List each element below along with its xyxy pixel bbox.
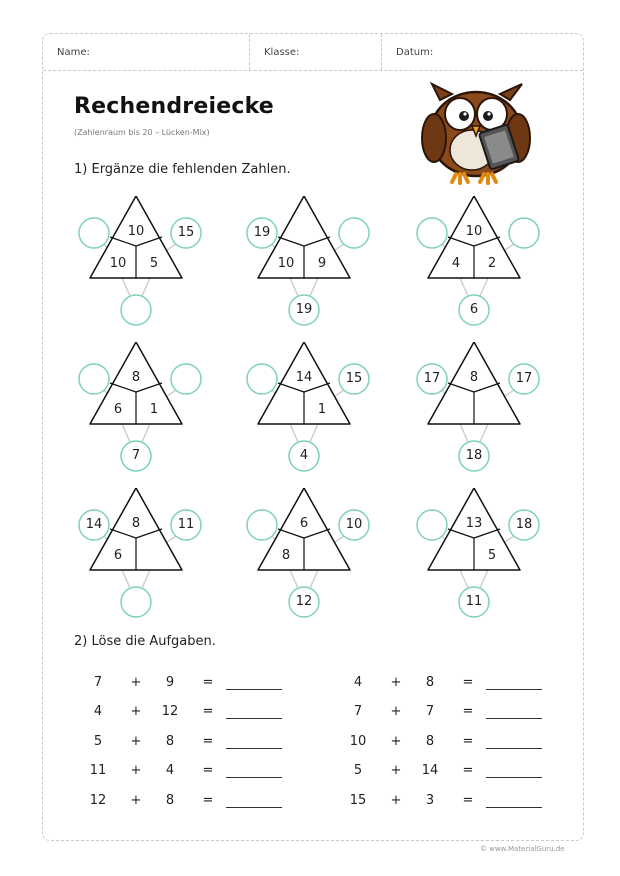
connector-line — [480, 424, 488, 442]
circle-right-number: 18 — [515, 517, 533, 532]
answer-circle-right — [171, 364, 201, 394]
triangle-left-number: 6 — [113, 548, 123, 563]
triangle-right-number: 1 — [149, 402, 159, 417]
equals-sign: = — [202, 704, 214, 719]
plus-sign: + — [390, 793, 402, 808]
plus-sign: + — [130, 793, 142, 808]
equation-addend-a: 5 — [353, 763, 363, 778]
connector-line — [310, 570, 318, 588]
equation-row — [346, 734, 546, 752]
equation-addend-a: 11 — [89, 763, 107, 778]
circle-left-number: 19 — [253, 225, 271, 240]
plus-sign: + — [130, 734, 142, 749]
equation-addend-b: 8 — [425, 734, 435, 749]
name-field[interactable] — [43, 34, 249, 70]
name-label: Name: — [57, 47, 90, 58]
connector-line — [460, 424, 468, 442]
equation-addend-b: 14 — [421, 763, 439, 778]
triangle-group — [72, 342, 218, 474]
answer-circle-left — [417, 510, 447, 540]
circle-right-number: 15 — [345, 371, 363, 386]
date-field[interactable] — [381, 34, 583, 70]
equation-row — [346, 675, 546, 693]
equation-row — [86, 704, 286, 722]
equation-addend-a: 12 — [89, 793, 107, 808]
equation-addend-b: 8 — [165, 793, 175, 808]
equation-addend-a: 15 — [349, 793, 367, 808]
circle-bottom-number: 7 — [131, 448, 141, 463]
triangle-group — [240, 342, 386, 474]
circle-bottom-number: 6 — [469, 302, 479, 317]
circle-right-number: 11 — [177, 517, 195, 532]
equals-sign: = — [202, 793, 214, 808]
equals-sign: = — [462, 675, 474, 690]
circle-bottom-number: 18 — [465, 448, 483, 463]
connector-line — [310, 424, 318, 442]
triangle-group — [240, 488, 386, 620]
class-field[interactable] — [249, 34, 381, 70]
equation-row — [346, 793, 546, 811]
triangle-top-number: 6 — [299, 516, 309, 531]
connector-line — [290, 278, 298, 296]
answer-line[interactable] — [226, 689, 282, 690]
equation-addend-a: 4 — [353, 675, 363, 690]
triangle-left-number: 4 — [451, 256, 461, 271]
equation-addend-a: 10 — [349, 734, 367, 749]
task-2-heading: 2) Löse die Aufgaben. — [74, 634, 216, 649]
task-1-heading: 1) Ergänze die fehlenden Zahlen. — [74, 162, 291, 177]
connector-line — [290, 570, 298, 588]
date-label: Datum: — [396, 47, 434, 58]
answer-line[interactable] — [226, 777, 282, 778]
connector-line — [122, 424, 130, 442]
answer-circle-bottom — [121, 587, 151, 617]
equals-sign: = — [202, 763, 214, 778]
equation-row — [86, 675, 286, 693]
equals-sign: = — [462, 734, 474, 749]
copyright-note: © www.MaterialGuru.de — [480, 845, 565, 853]
owl-mascot-image — [418, 78, 538, 188]
connector-line — [142, 424, 150, 442]
triangle-group — [240, 196, 386, 328]
triangle-right-number: 5 — [487, 548, 497, 563]
answer-circle-left — [417, 218, 447, 248]
equation-addend-a: 7 — [353, 704, 363, 719]
equals-sign: = — [462, 793, 474, 808]
answer-line[interactable] — [486, 748, 542, 749]
connector-line — [122, 278, 130, 296]
triangle-group — [410, 196, 556, 328]
answer-circle-left — [79, 218, 109, 248]
triangle-left-number: 6 — [113, 402, 123, 417]
circle-right-number: 15 — [177, 225, 195, 240]
plus-sign: + — [130, 704, 142, 719]
triangle-top-number: 8 — [469, 370, 479, 385]
equation-addend-b: 7 — [425, 704, 435, 719]
triangle-group — [72, 196, 218, 328]
equation-addend-b: 8 — [165, 734, 175, 749]
equation-row — [86, 793, 286, 811]
equation-row — [86, 734, 286, 752]
triangle-left-number: 10 — [109, 256, 127, 271]
answer-circle-bottom — [121, 295, 151, 325]
page-subtitle: (Zahlenraum bis 20 – Lücken-Mix) — [74, 128, 210, 137]
triangle-group — [410, 342, 556, 474]
triangle-drawing — [72, 488, 218, 620]
triangle-right-number: 1 — [317, 402, 327, 417]
answer-line[interactable] — [226, 748, 282, 749]
answer-circle-left — [247, 364, 277, 394]
answer-line[interactable] — [486, 777, 542, 778]
equals-sign: = — [202, 734, 214, 749]
triangle-top-number: 14 — [295, 370, 313, 385]
plus-sign: + — [390, 763, 402, 778]
triangle-top-number: 10 — [127, 224, 145, 239]
answer-circle-left — [79, 364, 109, 394]
connector-line — [460, 278, 468, 296]
triangle-top-number: 13 — [465, 516, 483, 531]
circle-left-number: 14 — [85, 517, 103, 532]
triangle-group — [72, 488, 218, 620]
answer-line[interactable] — [486, 689, 542, 690]
equation-addend-b: 3 — [425, 793, 435, 808]
triangle-left-number: 8 — [281, 548, 291, 563]
plus-sign: + — [390, 675, 402, 690]
circle-left-number: 17 — [423, 371, 441, 386]
equation-addend-a: 4 — [93, 704, 103, 719]
connector-line — [310, 278, 318, 296]
answer-circle-right — [509, 218, 539, 248]
plus-sign: + — [390, 704, 402, 719]
answer-circle-left — [247, 510, 277, 540]
answer-line[interactable] — [226, 807, 282, 808]
equation-addend-b: 8 — [425, 675, 435, 690]
connector-line — [460, 570, 468, 588]
equation-row — [346, 763, 546, 781]
answer-line[interactable] — [486, 718, 542, 719]
answer-circle-right — [339, 218, 369, 248]
class-label: Klasse: — [264, 47, 300, 58]
answer-line[interactable] — [226, 718, 282, 719]
circle-bottom-number: 11 — [465, 594, 483, 609]
plus-sign: + — [130, 675, 142, 690]
equation-addend-b: 9 — [165, 675, 175, 690]
equation-row — [86, 763, 286, 781]
circle-bottom-number: 12 — [295, 594, 313, 609]
plus-sign: + — [130, 763, 142, 778]
equals-sign: = — [462, 763, 474, 778]
equation-row — [346, 704, 546, 722]
connector-line — [290, 424, 298, 442]
plus-sign: + — [390, 734, 402, 749]
connector-line — [142, 278, 150, 296]
triangle-top-number: 10 — [465, 224, 483, 239]
connector-line — [142, 570, 150, 588]
equals-sign: = — [202, 675, 214, 690]
triangle-top-number: 8 — [131, 370, 141, 385]
triangle-right-number: 2 — [487, 256, 497, 271]
triangle-top-number: 8 — [131, 516, 141, 531]
connector-line — [480, 278, 488, 296]
circle-right-number: 10 — [345, 517, 363, 532]
connector-line — [122, 570, 130, 588]
triangle-group — [410, 488, 556, 620]
answer-line[interactable] — [486, 807, 542, 808]
circle-right-number: 17 — [515, 371, 533, 386]
header-row — [43, 34, 583, 71]
connector-line — [480, 570, 488, 588]
equation-addend-a: 5 — [93, 734, 103, 749]
equals-sign: = — [462, 704, 474, 719]
equation-addend-b: 4 — [165, 763, 175, 778]
circle-bottom-number: 19 — [295, 302, 313, 317]
equation-addend-b: 12 — [161, 704, 179, 719]
equation-addend-a: 7 — [93, 675, 103, 690]
triangle-left-number: 10 — [277, 256, 295, 271]
triangle-right-number: 5 — [149, 256, 159, 271]
circle-bottom-number: 4 — [299, 448, 309, 463]
triangle-right-number: 9 — [317, 256, 327, 271]
page-title: Rechendreiecke — [74, 94, 274, 119]
